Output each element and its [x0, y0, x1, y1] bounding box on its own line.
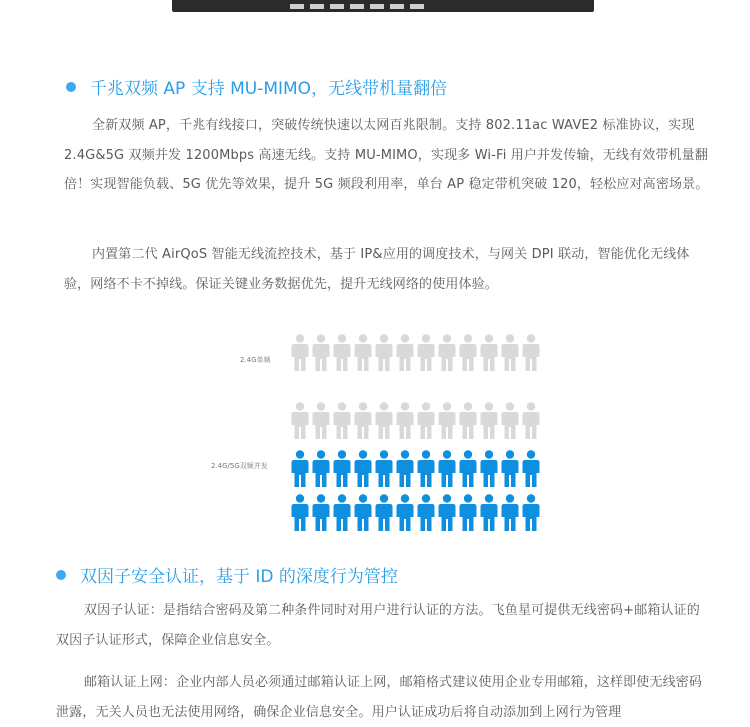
person-icon — [354, 334, 372, 372]
person-icon — [354, 402, 372, 440]
person-icon — [522, 494, 540, 532]
person-icon — [417, 494, 435, 532]
person-icon — [312, 334, 330, 372]
person-icon — [396, 402, 414, 440]
person-icon — [375, 402, 393, 440]
person-icon — [501, 450, 519, 488]
people-row-dual-blue — [291, 450, 540, 488]
section-title-text: 双因子安全认证，基于 ID 的深度行为管控 — [80, 567, 398, 587]
paragraph-text: 全新双频 AP，千兆有线接口，突破传统快速以太网百兆限制。支持 802.11ac WAVE2 标准协议，实现 2.4G&5G 双频并发 1200Mbps 高速无线。支持 MU-MIMO，实现多 Wi-Fi 用户并发传输，无线有效带机量翻倍！实现智能负载、5G 优先等效果，提升 5G 频段利用率，单台 AP 稳定带机突破 120，轻松应对高密场景。 — [64, 118, 709, 192]
person-icon — [312, 494, 330, 532]
top-image-strip — [172, 0, 594, 12]
top-strip-ports — [290, 4, 460, 10]
section-title-mu-mimo — [66, 74, 447, 99]
person-icon — [480, 334, 498, 372]
paragraph-dual-band — [64, 111, 710, 200]
person-icon — [375, 494, 393, 532]
person-icon — [522, 334, 540, 372]
person-icon — [396, 494, 414, 532]
person-icon — [438, 402, 456, 440]
person-icon — [459, 494, 477, 532]
people-row-dual-gray — [291, 402, 540, 440]
people-row-dual-blue — [291, 494, 540, 532]
person-icon — [375, 450, 393, 488]
person-icon — [354, 494, 372, 532]
person-icon — [312, 450, 330, 488]
person-icon — [291, 450, 309, 488]
person-icon — [480, 402, 498, 440]
bullet-icon — [66, 82, 76, 92]
person-icon — [417, 334, 435, 372]
person-icon — [480, 494, 498, 532]
person-icon — [333, 334, 351, 372]
person-icon — [438, 494, 456, 532]
capacity-figure — [200, 326, 560, 540]
person-icon — [438, 450, 456, 488]
person-icon — [333, 402, 351, 440]
section-title-two-factor — [56, 562, 398, 587]
person-icon — [291, 334, 309, 372]
person-icon — [438, 334, 456, 372]
paragraph-text: 双因子认证：是指结合密码及第二种条件同时对用户进行认证的方法。飞鱼星可提供无线密码+邮箱认证的双因子认证形式，保障企业信息安全。 — [56, 603, 700, 648]
person-icon — [501, 334, 519, 372]
people-row-single-gray — [291, 334, 540, 372]
person-icon — [459, 334, 477, 372]
figure-label-single-band: 2.4G单频 — [240, 356, 271, 364]
person-icon — [375, 334, 393, 372]
person-icon — [333, 450, 351, 488]
paragraph-text: 邮箱认证上网：企业内部人员必须通过邮箱认证上网，邮箱格式建议使用企业专用邮箱，这样即使无线密码泄露，无关人员也无法使用网络，确保企业信息安全。用户认证成功后将自动添加到上网行为管理 — [56, 675, 703, 720]
person-icon — [459, 450, 477, 488]
person-icon — [396, 334, 414, 372]
person-icon — [480, 450, 498, 488]
paragraph-two-factor — [56, 596, 704, 655]
paragraph-airqos — [64, 240, 710, 299]
paragraph-text: 内置第二代 AirQoS 智能无线流控技术，基于 IP&应用的调度技术，与网关 DPI 联动，智能优化无线体验，网络不卡不掉线。保证关键业务数据优先，提升无线网络的使用体验。 — [64, 247, 690, 292]
person-icon — [459, 402, 477, 440]
person-icon — [522, 450, 540, 488]
bullet-icon — [56, 570, 66, 580]
person-icon — [312, 402, 330, 440]
person-icon — [522, 402, 540, 440]
section-title-text: 千兆双频 AP 支持 MU-MIMO，无线带机量翻倍 — [90, 79, 448, 99]
person-icon — [354, 450, 372, 488]
paragraph-email-auth — [56, 668, 704, 727]
person-icon — [417, 450, 435, 488]
person-icon — [333, 494, 351, 532]
person-icon — [396, 450, 414, 488]
person-icon — [501, 494, 519, 532]
person-icon — [291, 494, 309, 532]
person-icon — [291, 402, 309, 440]
person-icon — [501, 402, 519, 440]
figure-label-dual-band: 2.4G/5G双频并发 — [211, 462, 268, 470]
person-icon — [417, 402, 435, 440]
